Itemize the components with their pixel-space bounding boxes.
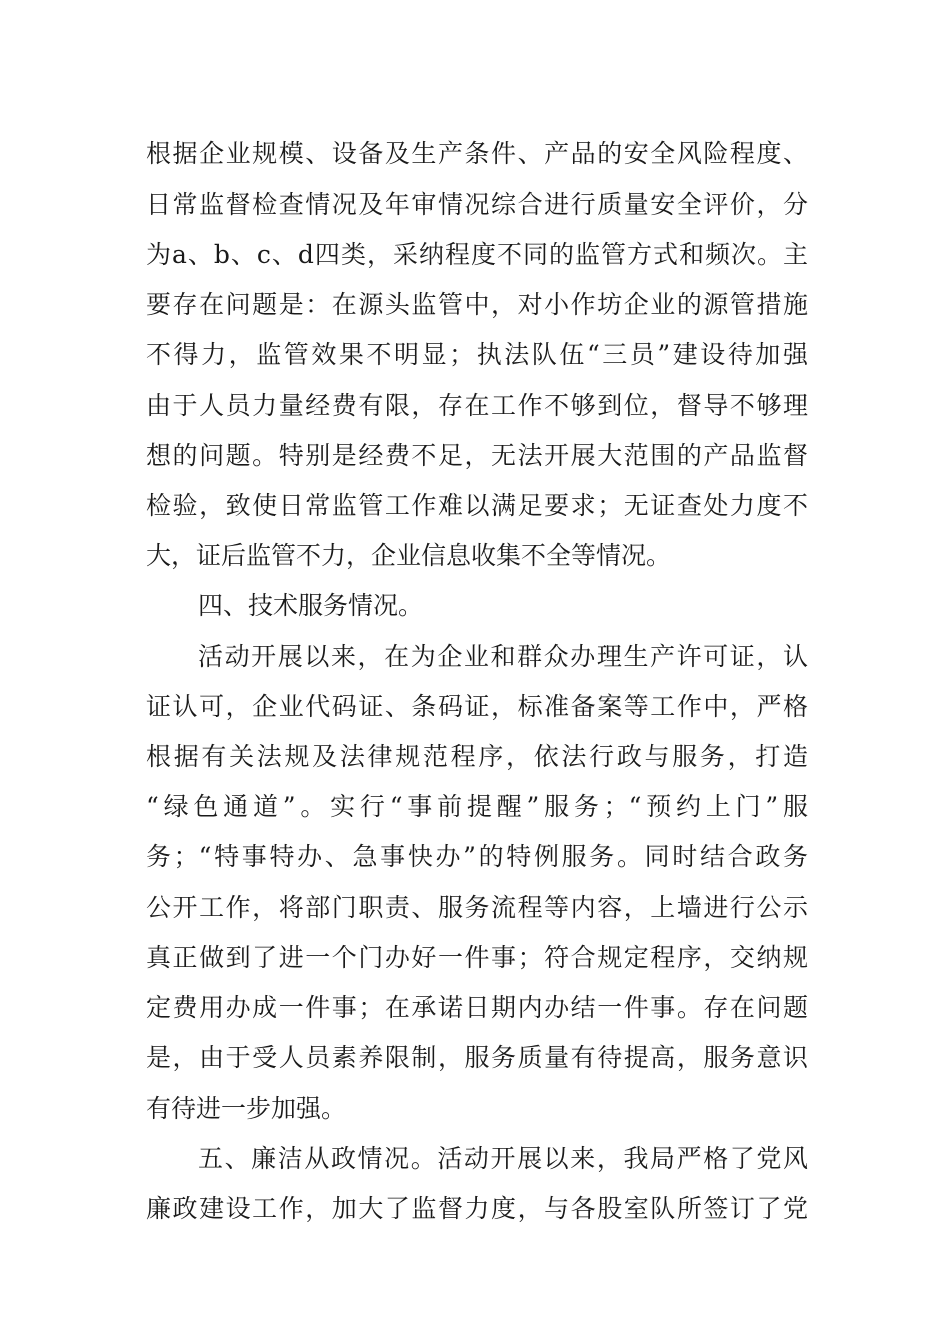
text-line-6: 由于人员力量经费有限，存在工作不够到位，督导不够理 xyxy=(146,391,808,420)
text-line-3: 为a、b、c、d四类，采纳程度不同的监管方式和频次。主 xyxy=(146,240,808,269)
text-line-9: 大，证后监管不力，企业信息收集不全等情况。 xyxy=(146,541,672,570)
text-line-16: 公开工作，将部门职责、服务流程等内容，上墙进行公示 xyxy=(146,893,808,922)
text-line-4: 要存在问题是：在源头监管中，对小作坊企业的源管措施 xyxy=(146,290,808,319)
text-line-5: 不得力，监管效果不明显；执法队伍“三员”建设待加强 xyxy=(146,340,808,369)
text-line-8: 检验，致使日常监管工作难以满足要求；无证查处力度不 xyxy=(146,491,808,520)
text-line-19: 是，由于受人员素养限制，服务质量有待提高，服务意识 xyxy=(146,1043,808,1072)
section-heading-integrity: 五、廉洁从政情况。活动开展以来，我局严格了党风 xyxy=(198,1144,808,1173)
text-line-18: 定费用办成一件事；在承诺日期内办结一件事。存在问题 xyxy=(146,993,808,1022)
text-line-12: 证认可，企业代码证、条码证，标准备案等工作中，严格 xyxy=(146,692,808,721)
text-line-2: 日常监督检查情况及年审情况综合进行质量安全评价，分 xyxy=(146,190,808,219)
text-line-7: 想的问题。特别是经费不足，无法开展大范围的产品监督 xyxy=(146,441,808,470)
text-line-22: 廉政建设工作，加大了监督力度，与各股室队所签订了党 xyxy=(146,1194,808,1223)
text-line-13: 根据有关法规及法律规范程序，依法行政与服务，打造 xyxy=(146,742,808,771)
text-line-20: 有待进一步加强。 xyxy=(146,1094,347,1123)
text-line-11: 活动开展以来，在为企业和群众办理生产许可证，认 xyxy=(198,642,808,671)
text-line-1: 根据企业规模、设备及生产条件、产品的安全风险程度、 xyxy=(146,139,808,168)
text-line-17: 真正做到了进一个门办好一件事；符合规定程序，交纳规 xyxy=(146,943,808,972)
text-line-15: 务；“特事特办、急事快办”的特例服务。同时结合政务 xyxy=(146,842,808,871)
section-heading-tech-service: 四、技术服务情况。 xyxy=(198,591,424,620)
text-line-14: “绿色通道”。实行“事前提醒”服务；“预约上门”服 xyxy=(146,792,808,821)
